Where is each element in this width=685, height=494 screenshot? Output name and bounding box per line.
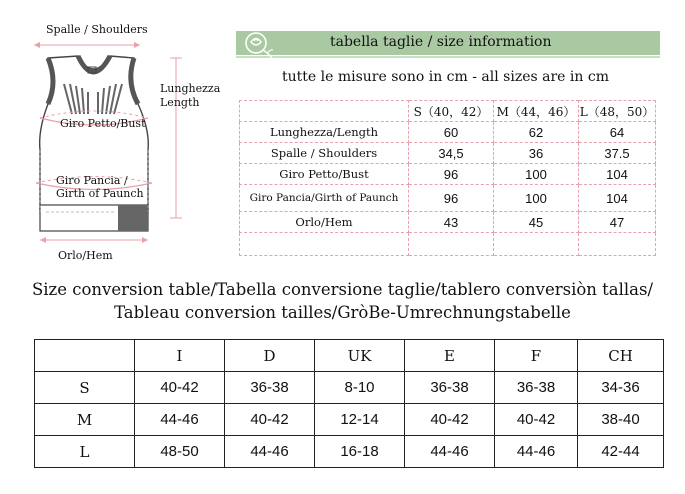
header-divider bbox=[236, 56, 660, 58]
cell-l: 47 bbox=[579, 212, 656, 233]
cell-l bbox=[579, 233, 656, 256]
table-row bbox=[35, 404, 664, 436]
row-label bbox=[240, 233, 409, 256]
length-label-line2: Length bbox=[160, 96, 200, 109]
table-row bbox=[240, 143, 656, 164]
header-cell-l: L（48，50） bbox=[579, 101, 656, 122]
cell-uk: 8-10 bbox=[315, 372, 405, 404]
header-cell-d: D bbox=[225, 340, 315, 372]
header-cell-ch: CH bbox=[578, 340, 664, 372]
row-label: Orlo/Hem bbox=[240, 212, 409, 233]
cell-ch: 34-36 bbox=[578, 372, 664, 404]
cell-e: 40-42 bbox=[405, 404, 495, 436]
conversion-title-line2: Tableau conversion tailles/GròBe-Umrechnungstabelle bbox=[114, 303, 571, 322]
cell-s: 43 bbox=[409, 212, 494, 233]
hem-label: Orlo/Hem bbox=[58, 249, 113, 262]
cell-m bbox=[494, 233, 579, 256]
cell-f: 36-38 bbox=[495, 372, 578, 404]
cell-m: 36 bbox=[494, 143, 579, 164]
garment-drawing bbox=[0, 0, 230, 270]
cell-m: 100 bbox=[494, 164, 579, 185]
header-cell-f: F bbox=[495, 340, 578, 372]
cell-e: 36-38 bbox=[405, 372, 495, 404]
table-row-empty bbox=[240, 233, 656, 256]
units-note: tutte le misure sono in cm - all sizes are in cm bbox=[282, 69, 609, 85]
cell-s: 96 bbox=[409, 185, 494, 212]
table-row bbox=[35, 372, 664, 404]
row-label: Giro Pancia/Girth of Paunch bbox=[240, 185, 409, 212]
cell-i: 48-50 bbox=[135, 436, 225, 468]
cell-s: 96 bbox=[409, 164, 494, 185]
cell-i: 40-42 bbox=[135, 372, 225, 404]
table-header-row bbox=[240, 101, 656, 122]
table-row bbox=[240, 185, 656, 212]
header-cell-empty bbox=[35, 340, 135, 372]
cell-d: 40-42 bbox=[225, 404, 315, 436]
cell-uk: 16-18 bbox=[315, 436, 405, 468]
row-size: M bbox=[35, 404, 135, 436]
cell-m: 100 bbox=[494, 185, 579, 212]
size-conversion-table bbox=[34, 339, 664, 468]
header-cell-s: S（40，42） bbox=[409, 101, 494, 122]
row-size: S bbox=[35, 372, 135, 404]
cell-s: 60 bbox=[409, 122, 494, 143]
cell-d: 36-38 bbox=[225, 372, 315, 404]
cell-l: 37.5 bbox=[579, 143, 656, 164]
paunch-label-line1: Giro Pancia / bbox=[56, 174, 128, 187]
header-cell-e: E bbox=[405, 340, 495, 372]
cell-s bbox=[409, 233, 494, 256]
row-label: Spalle / Shoulders bbox=[240, 143, 409, 164]
cell-f: 44-46 bbox=[495, 436, 578, 468]
table-row bbox=[35, 436, 664, 468]
header-title: tabella taglie / size information bbox=[330, 34, 552, 50]
table-header-row bbox=[35, 340, 664, 372]
cell-f: 40-42 bbox=[495, 404, 578, 436]
row-label: Giro Petto/Bust bbox=[240, 164, 409, 185]
cell-ch: 42-44 bbox=[578, 436, 664, 468]
paunch-label-line2: Girth of Paunch bbox=[56, 187, 144, 200]
table-row bbox=[240, 122, 656, 143]
rose-icon bbox=[241, 30, 275, 64]
size-info-table bbox=[239, 100, 656, 256]
cell-e: 44-46 bbox=[405, 436, 495, 468]
table-row bbox=[240, 164, 656, 185]
garment-diagram bbox=[0, 0, 230, 270]
header-cell-empty bbox=[240, 101, 409, 122]
cell-l: 104 bbox=[579, 164, 656, 185]
bust-label: Giro Petto/Bust bbox=[60, 117, 146, 130]
cell-m: 45 bbox=[494, 212, 579, 233]
cell-ch: 38-40 bbox=[578, 404, 664, 436]
header-cell-uk: UK bbox=[315, 340, 405, 372]
cell-s: 34,5 bbox=[409, 143, 494, 164]
row-size: L bbox=[35, 436, 135, 468]
shoulders-label: Spalle / Shoulders bbox=[46, 23, 148, 36]
cell-l: 104 bbox=[579, 185, 656, 212]
header-cell-m: M（44，46） bbox=[494, 101, 579, 122]
cell-l: 64 bbox=[579, 122, 656, 143]
conversion-title-line1: Size conversion table/Tabella conversione taglie/tablero conversiòn tallas/ bbox=[31, 280, 654, 299]
cell-d: 44-46 bbox=[225, 436, 315, 468]
row-label: Lunghezza/Length bbox=[240, 122, 409, 143]
table-row bbox=[240, 212, 656, 233]
cell-i: 44-46 bbox=[135, 404, 225, 436]
cell-m: 62 bbox=[494, 122, 579, 143]
header-cell-i: I bbox=[135, 340, 225, 372]
cell-uk: 12-14 bbox=[315, 404, 405, 436]
length-label-line1: Lunghezza bbox=[160, 82, 221, 95]
